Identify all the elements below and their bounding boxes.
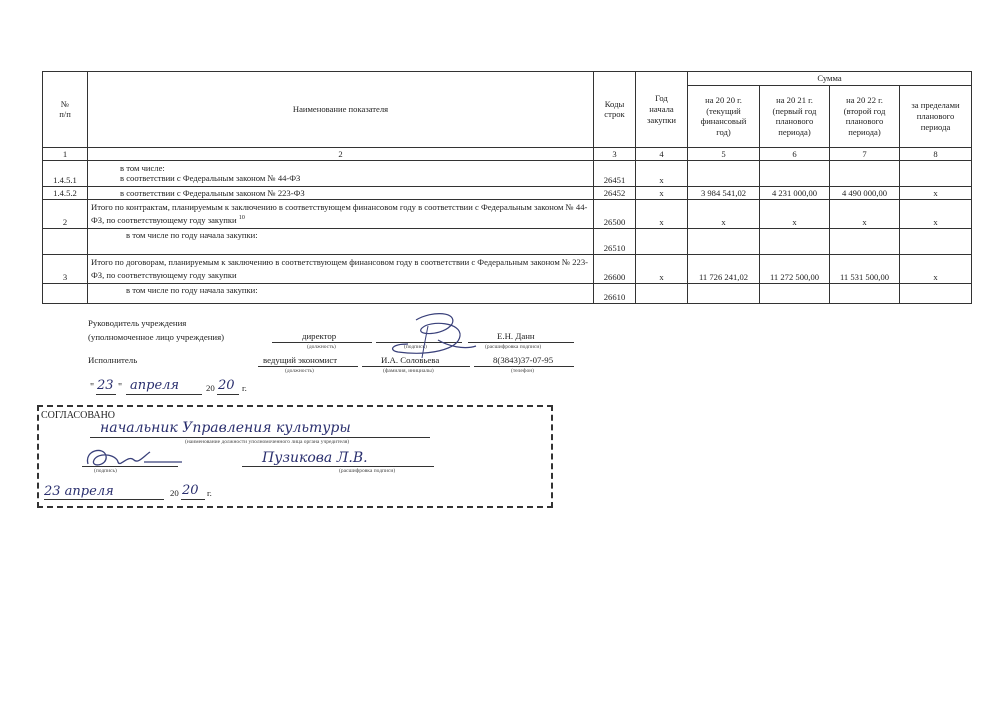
- header-year: Год начала закупки: [636, 72, 688, 148]
- header-y2: на 20 21 г. (первый год планового периода): [760, 85, 830, 147]
- row-beyond: [900, 283, 972, 303]
- head-name: Е.Н. Данн: [497, 331, 535, 341]
- plan-table: [42, 71, 972, 304]
- caption-position: (должность): [307, 344, 336, 350]
- row-y2: [760, 228, 830, 254]
- table-row: [43, 186, 972, 199]
- col-number: 6: [760, 147, 830, 160]
- date-month-line: [126, 394, 202, 395]
- row-y2: х: [760, 199, 830, 228]
- col-number: 8: [900, 147, 972, 160]
- row-code: 26451: [594, 160, 636, 186]
- row-num: 1.4.5.1: [43, 160, 88, 186]
- row-code: 26510: [594, 228, 636, 254]
- date-suffix: г.: [242, 383, 247, 393]
- row-num: 1.4.5.2: [43, 186, 88, 199]
- row-year: [636, 283, 688, 303]
- row-name-main: в соответствии с Федеральным законом № 44-ФЗ: [120, 173, 301, 184]
- row-y1: [688, 160, 760, 186]
- row-y1: х: [688, 199, 760, 228]
- row-y2: [760, 283, 830, 303]
- date-quote-open: ": [90, 382, 95, 393]
- row-num: [43, 228, 88, 254]
- row-name: в том числе по году начала закупки:: [88, 283, 594, 303]
- approval-caption-signature: (подпись): [94, 468, 117, 474]
- row-beyond: х: [900, 199, 972, 228]
- row-y3: [830, 228, 900, 254]
- date-day: 23: [97, 378, 114, 393]
- executor-position-line: [258, 366, 358, 367]
- row-year: х: [636, 186, 688, 199]
- row-name: в том числе по году начала закупки:: [88, 228, 594, 254]
- approval-name-hand: Пузикова Л.В.: [262, 450, 368, 466]
- header-code: Коды строк: [594, 72, 636, 148]
- executor-phone: 8(3843)37-07-95: [493, 355, 554, 365]
- approval-date-suffix: г.: [207, 488, 212, 498]
- head-label-2: (уполномоченное лицо учреждения): [88, 332, 225, 342]
- approval-date-line: [44, 499, 164, 500]
- table-row: [43, 199, 972, 228]
- date-year: 20: [218, 378, 235, 393]
- table-row: [43, 254, 972, 283]
- row-year: х: [636, 199, 688, 228]
- row-name: [88, 199, 594, 228]
- row-y1: [688, 283, 760, 303]
- date-quote-close: ": [118, 382, 123, 393]
- caption-signature: (подпись): [404, 344, 427, 350]
- executor-name: И.А. Соловьева: [381, 355, 440, 365]
- executor-label: Исполнитель: [88, 355, 138, 365]
- row-y1: 3 984 541,02: [688, 186, 760, 199]
- row-y2: [760, 160, 830, 186]
- head-label: Руководитель учреждения: [88, 318, 187, 328]
- row-year: х: [636, 160, 688, 186]
- row-code: 26500: [594, 199, 636, 228]
- executor-name-line: [362, 366, 470, 367]
- header-name: Наименование показателя: [88, 72, 594, 148]
- row-y1: 11 726 241,02: [688, 254, 760, 283]
- row-beyond: х: [900, 254, 972, 283]
- approval-date-year: 20: [182, 483, 199, 498]
- row-num: [43, 283, 88, 303]
- row-beyond: х: [900, 186, 972, 199]
- caption-position-2: (должность): [285, 368, 314, 374]
- approval-signature-line: [82, 466, 178, 467]
- row-y2: 4 231 000,00: [760, 186, 830, 199]
- col-number: 7: [830, 147, 900, 160]
- row-name: Итого по договорам, планируемым к заключению в соответствующем финансовом году в соответствии с Федеральным законом № 223-ФЗ, по соответствующему году закупки: [88, 254, 594, 283]
- date-day-line: [96, 394, 116, 395]
- row-code: 26452: [594, 186, 636, 199]
- row-year: х: [636, 254, 688, 283]
- col-number: 2: [88, 147, 594, 160]
- approval-date-hand: 23 апреля: [44, 484, 114, 499]
- row-name-main: Итого по контрактам, планируемым к заключению в соответствующем финансовом году в соответствии с Федеральным законом № 44-ФЗ, по соответствующему году закупки: [91, 201, 588, 225]
- date-prefix: 20: [206, 383, 215, 393]
- row-beyond: [900, 228, 972, 254]
- row-y3: х: [830, 199, 900, 228]
- approval-caption-decode: (расшифровка подписи): [339, 468, 396, 474]
- row-name-pre: в том числе:: [120, 163, 165, 174]
- column-number-row: [43, 147, 972, 160]
- row-y3: [830, 283, 900, 303]
- col-number: 5: [688, 147, 760, 160]
- header-y3: на 20 22 г. (второй год планового периода): [830, 85, 900, 147]
- caption-decode: (расшифровка подписи): [485, 344, 542, 350]
- row-year: [636, 228, 688, 254]
- row-y3: 4 490 000,00: [830, 186, 900, 199]
- col-number: 1: [43, 147, 88, 160]
- row-y3: 11 531 500,00: [830, 254, 900, 283]
- approval-org-line: [90, 437, 430, 438]
- row-code: 26600: [594, 254, 636, 283]
- col-number: 4: [636, 147, 688, 160]
- row-num: 2: [43, 199, 88, 228]
- executor-position: ведущий экономист: [263, 355, 338, 365]
- approval-title: СОГЛАСОВАНО: [41, 410, 116, 421]
- caption-phone: (телефон): [511, 368, 535, 374]
- table-row: [43, 160, 972, 186]
- row-y3: [830, 160, 900, 186]
- date-month: апреля: [130, 378, 180, 393]
- date-year-line: [217, 394, 239, 395]
- header-beyond: за пределами планового периода: [900, 85, 972, 147]
- row-num: 3: [43, 254, 88, 283]
- approval-date-year-line: [181, 499, 205, 500]
- approval-caption-org: (наименование должности уполномоченного лица органа учредителя): [185, 439, 350, 445]
- row-code: 26610: [594, 283, 636, 303]
- approval-name-line: [242, 466, 434, 467]
- header-num: № п/п: [43, 72, 88, 148]
- executor-phone-line: [474, 366, 574, 367]
- row-name: в соответствии с Федеральным законом № 223-ФЗ: [88, 186, 594, 199]
- col-number: 3: [594, 147, 636, 160]
- header-y1: на 20 20 г. (текущий финансовый год): [688, 85, 760, 147]
- row-y2: 11 272 500,00: [760, 254, 830, 283]
- row-name: [88, 160, 594, 186]
- header-sum: Сумма: [688, 72, 972, 86]
- row-y1: [688, 228, 760, 254]
- row-beyond: [900, 160, 972, 186]
- head-position-line: [272, 342, 372, 343]
- approval-org-hand: начальник Управления культуры: [100, 420, 351, 436]
- table-row: [43, 283, 972, 303]
- table-row: [43, 228, 972, 254]
- head-position: директор: [302, 331, 337, 341]
- caption-fio: (фамилия, инициалы): [383, 368, 434, 374]
- footnote-ref: 10: [238, 214, 245, 221]
- approval-date-prefix: 20: [170, 488, 179, 498]
